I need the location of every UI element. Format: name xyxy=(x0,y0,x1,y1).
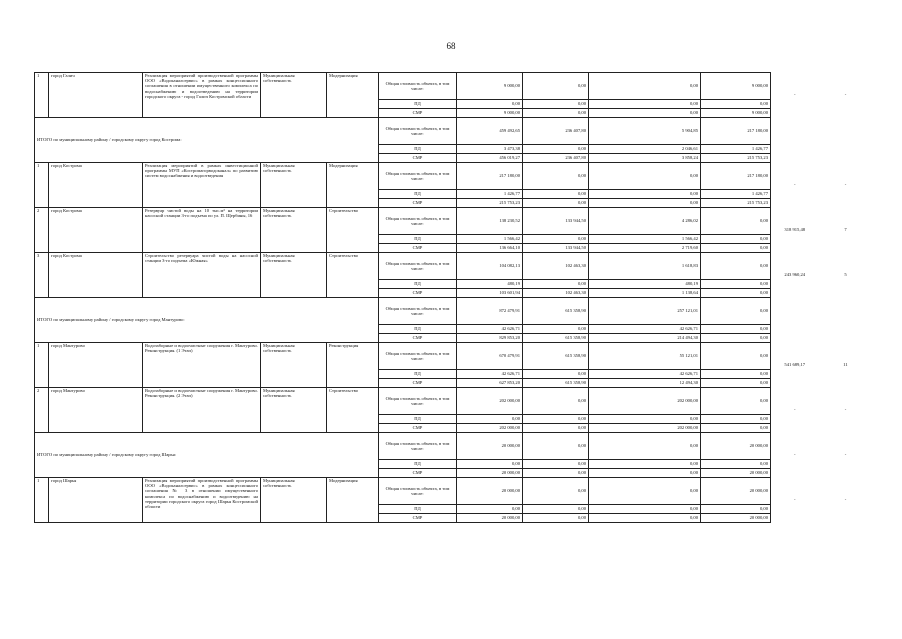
work-type-cell: Строительство xyxy=(327,208,379,253)
value-cell: 9 000,00 xyxy=(701,109,771,118)
value-cell: 0,00 xyxy=(701,370,771,379)
value-cell: 670 479,91 xyxy=(457,343,523,370)
extra-value-2: 7 xyxy=(844,227,847,233)
row-number: 1 xyxy=(35,73,49,118)
value-cell: 0,00 xyxy=(457,460,523,469)
value-cell: 0,00 xyxy=(701,388,771,415)
value-cell: 0,00 xyxy=(589,415,701,424)
value-cell: 217 180,00 xyxy=(457,163,523,190)
value-cell: 0,00 xyxy=(523,163,589,190)
value-cell: 1 138,64 xyxy=(589,289,701,298)
value-cell: 0,00 xyxy=(701,208,771,235)
extra-value-1: - xyxy=(793,452,796,458)
row-number: 1 xyxy=(35,478,49,523)
value-cell: 202 000,00 xyxy=(457,388,523,415)
value-cell: 0,00 xyxy=(523,235,589,244)
work-type-cell: Строительство xyxy=(327,388,379,433)
table-row xyxy=(35,163,873,190)
smr-label: СМР xyxy=(379,514,457,523)
pd-label: ПД xyxy=(379,235,457,244)
smr-label: СМР xyxy=(379,469,457,478)
cost-label: Общая стоимость объекта, в том числе: xyxy=(379,478,457,505)
pd-label: ПД xyxy=(379,415,457,424)
value-cell: 0,00 xyxy=(701,505,771,514)
total-label: ИТОГО по муниципальному району / городскому округу город Кострома: xyxy=(35,118,379,163)
pd-label: ПД xyxy=(379,460,457,469)
extra-value-1: - xyxy=(793,497,796,503)
value-cell: 0,00 xyxy=(701,235,771,244)
value-cell: 3 858,24 xyxy=(589,154,701,163)
extra-value-2: - xyxy=(844,497,847,503)
value-cell: 9 000,00 xyxy=(701,73,771,100)
value-cell: 202 000,00 xyxy=(589,424,701,433)
pd-label: ПД xyxy=(379,280,457,289)
value-cell: 215 753,23 xyxy=(701,199,771,208)
table-row xyxy=(35,208,873,235)
value-cell: 0,00 xyxy=(589,433,701,460)
city-cell: город Мантурово xyxy=(49,388,143,433)
extra-value-1: - xyxy=(793,407,796,413)
value-cell: 102 463,30 xyxy=(523,289,589,298)
value-cell: 2 719,60 xyxy=(589,244,701,253)
pd-label: ПД xyxy=(379,325,457,334)
value-cell: 236 407,80 xyxy=(523,154,589,163)
city-cell: город Кострома xyxy=(49,163,143,208)
pd-label: ПД xyxy=(379,145,457,154)
city-cell: город Шарья xyxy=(49,478,143,523)
value-cell: 1 426,77 xyxy=(701,145,771,154)
value-cell: 0,00 xyxy=(523,199,589,208)
table-row xyxy=(35,478,873,505)
ownership-cell: Муниципальная собственность xyxy=(261,343,327,388)
value-cell: 0,00 xyxy=(523,514,589,523)
work-type-cell: Модернизация xyxy=(327,478,379,523)
value-cell: 3 473,38 xyxy=(457,145,523,154)
cost-label: Общая стоимость объекта, в том числе: xyxy=(379,433,457,460)
value-cell: 236 407,80 xyxy=(523,118,589,145)
row-number: 3 xyxy=(35,253,49,298)
value-cell: 20 000,00 xyxy=(457,433,523,460)
value-cell: 615 358,90 xyxy=(523,298,589,325)
extra-value-1: 541 689,17 xyxy=(784,362,806,368)
value-cell: 0,00 xyxy=(589,514,701,523)
table-row xyxy=(35,343,873,370)
work-type-cell: Модернизация xyxy=(327,73,379,118)
value-cell: 1 426,77 xyxy=(457,190,523,199)
table-row xyxy=(35,388,873,415)
value-cell: 202 000,00 xyxy=(457,424,523,433)
cost-label: Общая стоимость объекта, в том числе: xyxy=(379,118,457,145)
smr-label: СМР xyxy=(379,244,457,253)
value-cell: 615 358,90 xyxy=(523,379,589,388)
pd-label: ПД xyxy=(379,100,457,109)
ownership-cell: Муниципальная собственность xyxy=(261,163,327,208)
value-cell: 20 000,00 xyxy=(701,433,771,460)
description-cell: Водозаборные и водоочистные сооружения г. Мантурово. Реконструкция. (1 Этап) xyxy=(143,343,261,388)
extra-value-1: - xyxy=(793,182,796,188)
smr-label: СМР xyxy=(379,289,457,298)
ownership-cell: Муниципальная собственность xyxy=(261,253,327,298)
value-cell: 0,00 xyxy=(701,343,771,370)
value-cell: 0,00 xyxy=(523,415,589,424)
extra-value-2: - xyxy=(844,182,847,188)
extra-value-1 xyxy=(771,118,819,163)
value-cell: 480,19 xyxy=(589,280,701,289)
total-label: ИТОГО по муниципальному району / городскому округу город Шарья: xyxy=(35,433,379,478)
extra-value-2: 11 xyxy=(843,362,848,368)
extra-value-1: 243 960,24 xyxy=(784,272,806,278)
extra-value-2: - xyxy=(844,92,847,98)
smr-label: СМР xyxy=(379,199,457,208)
value-cell: 615 358,90 xyxy=(523,334,589,343)
value-cell: 0,00 xyxy=(701,298,771,325)
value-cell: 0,00 xyxy=(701,325,771,334)
value-cell: 20 000,00 xyxy=(701,478,771,505)
extra-value-2: - xyxy=(844,452,847,458)
value-cell: 0,00 xyxy=(701,253,771,280)
value-cell: 0,00 xyxy=(589,469,701,478)
value-cell: 0,00 xyxy=(457,415,523,424)
value-cell: 20 000,00 xyxy=(457,469,523,478)
value-cell: 136 664,10 xyxy=(457,244,523,253)
value-cell: 0,00 xyxy=(701,280,771,289)
work-type-cell: Строительство xyxy=(327,253,379,298)
value-cell: 133 944,50 xyxy=(523,208,589,235)
value-cell: 0,00 xyxy=(589,199,701,208)
value-cell: 829 853,20 xyxy=(457,334,523,343)
extra-value-2: 5 xyxy=(844,272,847,278)
pd-label: ПД xyxy=(379,505,457,514)
smr-label: СМР xyxy=(379,379,457,388)
ownership-cell: Муниципальная собственность xyxy=(261,478,327,523)
total-row xyxy=(35,118,873,145)
value-cell: 0,00 xyxy=(589,478,701,505)
smr-label: СМР xyxy=(379,109,457,118)
extra-value-2 xyxy=(819,298,873,343)
value-cell: 0,00 xyxy=(457,100,523,109)
extra-value-2 xyxy=(819,118,873,163)
value-cell: 102 463,30 xyxy=(523,253,589,280)
value-cell: 0,00 xyxy=(589,460,701,469)
value-cell: 217 180,00 xyxy=(701,163,771,190)
value-cell: 2 046,61 xyxy=(589,145,701,154)
extra-value-1: - xyxy=(793,92,796,98)
value-cell: 0,00 xyxy=(457,505,523,514)
value-cell: 0,00 xyxy=(701,334,771,343)
ownership-cell: Муниципальная собственность xyxy=(261,73,327,118)
ownership-cell: Муниципальная собственность xyxy=(261,208,327,253)
value-cell: 42 626,71 xyxy=(589,370,701,379)
description-cell: Водозаборные и водоочистные сооружения г. Мантурово. Реконструкция. (2 Этап) xyxy=(143,388,261,433)
value-cell: 4 286,02 xyxy=(589,208,701,235)
row-number: 2 xyxy=(35,208,49,253)
value-cell: 0,00 xyxy=(523,424,589,433)
value-cell: 0,00 xyxy=(701,379,771,388)
description-cell: Реализация мероприятий в рамках инвестиционной программы МУП «Костромагорводоканал» по развитию систем водоснабжения и водоотведения xyxy=(143,163,261,208)
cost-label: Общая стоимость объекта, в том числе: xyxy=(379,73,457,100)
value-cell: 0,00 xyxy=(701,460,771,469)
value-cell: 20 000,00 xyxy=(457,514,523,523)
value-cell: 0,00 xyxy=(589,163,701,190)
value-cell: 459 492,65 xyxy=(457,118,523,145)
value-cell: 615 358,90 xyxy=(523,343,589,370)
value-cell: 0,00 xyxy=(523,469,589,478)
city-cell: город Кострома xyxy=(49,208,143,253)
value-cell: 0,00 xyxy=(523,145,589,154)
cost-label: Общая стоимость объекта, в том числе: xyxy=(379,388,457,415)
value-cell: 12 494,30 xyxy=(589,379,701,388)
value-cell: 1 566,42 xyxy=(589,235,701,244)
value-cell: 257 121,01 xyxy=(589,298,701,325)
row-number: 2 xyxy=(35,388,49,433)
value-cell: 0,00 xyxy=(523,370,589,379)
cost-label: Общая стоимость объекта, в том числе: xyxy=(379,253,457,280)
value-cell: 0,00 xyxy=(523,388,589,415)
value-cell: 1 618,83 xyxy=(589,253,701,280)
pd-label: ПД xyxy=(379,370,457,379)
value-cell: 0,00 xyxy=(701,415,771,424)
value-cell: 0,00 xyxy=(523,190,589,199)
city-cell: город Кострома xyxy=(49,253,143,298)
value-cell: 42 626,71 xyxy=(589,325,701,334)
total-row xyxy=(35,433,873,460)
row-number: 1 xyxy=(35,163,49,208)
cost-label: Общая стоимость объекта, в том числе: xyxy=(379,343,457,370)
total-label: ИТОГО по муниципальному району / городскому округу город Мантурово: xyxy=(35,298,379,343)
city-cell: город Мантурово xyxy=(49,343,143,388)
investment-table xyxy=(34,72,873,523)
value-cell: 0,00 xyxy=(523,505,589,514)
extra-value-1 xyxy=(771,298,819,343)
value-cell: 55 121,01 xyxy=(589,343,701,370)
value-cell: 627 853,20 xyxy=(457,379,523,388)
value-cell: 0,00 xyxy=(589,100,701,109)
value-cell: 0,00 xyxy=(523,478,589,505)
cost-label: Общая стоимость объекта, в том числе: xyxy=(379,163,457,190)
page-number: 68 xyxy=(446,41,456,51)
value-cell: 0,00 xyxy=(523,280,589,289)
description-cell: Резервуар чистой воды на 10 тыс.м³ на территории насосной станции 3-го подъема по ул. П. Щербины, 16 xyxy=(143,208,261,253)
table-row xyxy=(35,73,873,100)
value-cell: 202 000,00 xyxy=(589,388,701,415)
value-cell: 9 000,00 xyxy=(457,73,523,100)
smr-label: СМР xyxy=(379,334,457,343)
value-cell: 0,00 xyxy=(589,190,701,199)
value-cell: 20 000,00 xyxy=(701,469,771,478)
value-cell: 0,00 xyxy=(523,325,589,334)
ownership-cell: Муниципальная собственность xyxy=(261,388,327,433)
pd-label: ПД xyxy=(379,190,457,199)
description-cell: Реализация мероприятий производственной программы ООО «Водоканалсервис» в рамках концессионного соглашения № 3 в отношении имущественного комплекса по водоснабжению и водоотведению на территории городского округа город Шарья Костромской области xyxy=(143,478,261,523)
value-cell: 0,00 xyxy=(589,505,701,514)
value-cell: 872 479,91 xyxy=(457,298,523,325)
value-cell: 20 000,00 xyxy=(701,514,771,523)
value-cell: 215 753,23 xyxy=(701,154,771,163)
work-type-cell: Модернизация xyxy=(327,163,379,208)
value-cell: 0,00 xyxy=(701,100,771,109)
description-cell: Реализация мероприятий производственной программы ООО «Водоканалсервис» в рамках концессионного соглашения в отношении имущественного комплекса по водоснабжению и водоотведению на территории городского округа - город Галич Костромской области xyxy=(143,73,261,118)
description-cell: Строительство резервуара чистой воды на насосной станции 3-го подъема «Южная» xyxy=(143,253,261,298)
extra-value-1: 318 915,48 xyxy=(784,227,806,233)
value-cell: 480,19 xyxy=(457,280,523,289)
value-cell: 104 082,13 xyxy=(457,253,523,280)
city-cell: город Галич xyxy=(49,73,143,118)
value-cell: 42 626,71 xyxy=(457,370,523,379)
smr-label: СМР xyxy=(379,424,457,433)
value-cell: 42 626,71 xyxy=(457,325,523,334)
value-cell: 0,00 xyxy=(701,244,771,253)
row-number: 1 xyxy=(35,343,49,388)
cost-label: Общая стоимость объекта, в том числе: xyxy=(379,298,457,325)
value-cell: 0,00 xyxy=(589,109,701,118)
total-row xyxy=(35,298,873,325)
value-cell: 9 000,00 xyxy=(457,109,523,118)
value-cell: 217 180,00 xyxy=(701,118,771,145)
value-cell: 0,00 xyxy=(523,433,589,460)
cost-label: Общая стоимость объекта, в том числе: xyxy=(379,208,457,235)
table-row xyxy=(35,253,873,280)
work-type-cell: Реконструкция xyxy=(327,343,379,388)
value-cell: 133 944,50 xyxy=(523,244,589,253)
value-cell: 20 000,00 xyxy=(457,478,523,505)
value-cell: 0,00 xyxy=(523,460,589,469)
value-cell: 456 019,27 xyxy=(457,154,523,163)
smr-label: СМР xyxy=(379,154,457,163)
value-cell: 214 494,30 xyxy=(589,334,701,343)
value-cell: 1 426,77 xyxy=(701,190,771,199)
value-cell: 1 566,42 xyxy=(457,235,523,244)
value-cell: 138 230,52 xyxy=(457,208,523,235)
value-cell: 0,00 xyxy=(523,109,589,118)
value-cell: 0,00 xyxy=(701,289,771,298)
value-cell: 103 601,94 xyxy=(457,289,523,298)
value-cell: 0,00 xyxy=(523,100,589,109)
value-cell: 0,00 xyxy=(701,424,771,433)
value-cell: 5 904,85 xyxy=(589,118,701,145)
value-cell: 0,00 xyxy=(523,73,589,100)
extra-value-2: - xyxy=(844,407,847,413)
value-cell: 215 753,23 xyxy=(457,199,523,208)
value-cell: 0,00 xyxy=(589,73,701,100)
